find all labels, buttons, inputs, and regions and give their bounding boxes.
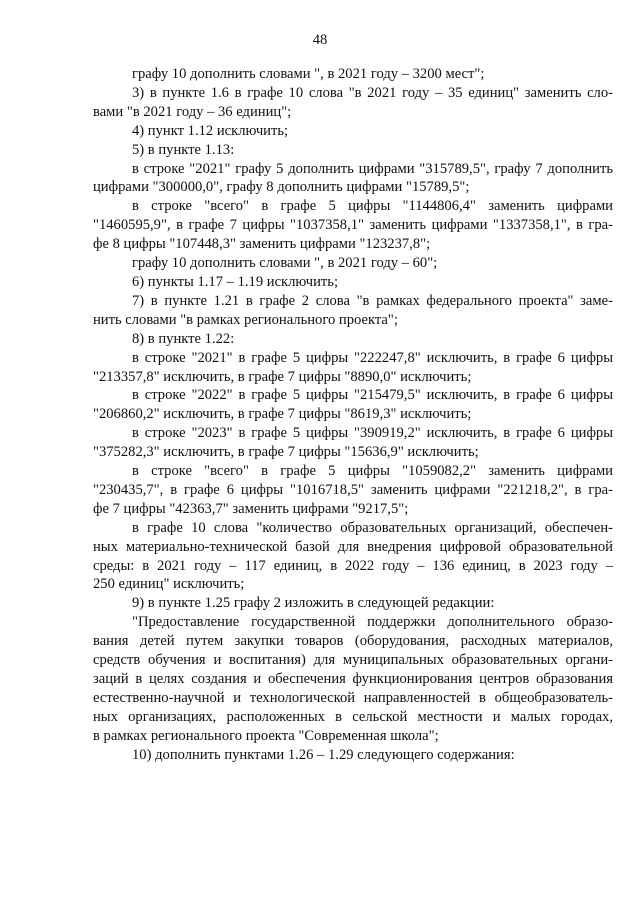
text-line: 10) дополнить пунктами 1.26 – 1.29 следующего содержания: — [132, 746, 515, 763]
text-line: "1460595,9", в графе 7 цифры "1037358,1" заменить цифрами "1337358,1", в гра- — [93, 217, 613, 234]
text-line: в строке "всего" в графе 5 цифры "1059082,2" заменить цифрами — [132, 463, 613, 480]
text-line: нить словами "в рамках регионального проекта"; — [93, 311, 398, 328]
text-line: 7) в пункте 1.21 в графе 2 слова "в рамках федерального проекта" заме- — [132, 292, 613, 309]
text-line: "213357,8" исключить, в графе 7 цифры "8890,0" исключить; — [93, 368, 472, 385]
text-line: 8) в пункте 1.22: — [132, 330, 235, 347]
text-line: фе 7 цифры "42363,7" заменить цифрами "9217,5"; — [93, 500, 409, 517]
text-line: фе 8 цифры "107448,3" заменить цифрами "123237,8"; — [93, 236, 431, 253]
text-line: вами "в 2021 году – 36 единиц"; — [93, 103, 292, 120]
text-line: "Предоставление государственной поддержки дополнительного образо- — [132, 614, 613, 631]
text-line: 5) в пункте 1.13: — [132, 141, 235, 158]
text-line: ных организациях, расположенных в сельской местности и малых городах, — [93, 708, 613, 725]
text-line: ных материально-технической базой для внедрения цифровой образовательной — [93, 538, 613, 555]
text-line: заций в целях создания и обеспечения функционирования центров образования — [93, 671, 613, 687]
text-line: 4) пункт 1.12 исключить; — [132, 122, 289, 139]
text-line: в строке "2022" в графе 5 цифры "215479,5" исключить, в графе 6 цифры — [132, 387, 613, 404]
text-line: 250 единиц" исключить; — [93, 576, 245, 593]
text-line: 3) в пункте 1.6 в графе 10 слова "в 2021 году – 35 единиц" заменить сло- — [132, 84, 613, 101]
text-line: средств обучения и воспитания) для муниципальных образовательных органи- — [93, 652, 613, 669]
text-line: вания детей путем закупки товаров (оборудования, расходных материалов, — [93, 633, 613, 650]
text-line: естественно-научной и технологической направленностей в общеобразователь- — [93, 689, 613, 706]
text-line: "230435,7", в графе 6 цифры "1016718,5" заменить цифрами "221218,2", в гра- — [93, 481, 613, 498]
text-line: графу 10 дополнить словами ", в 2021 году – 3200 мест"; — [132, 66, 485, 82]
text-line: среды: в 2021 году – 117 единиц, в 2022 году – 136 единиц, в 2023 году – — [93, 557, 613, 574]
text-line: "206860,2" исключить, в графе 7 цифры "8619,3" исключить; — [93, 406, 472, 423]
text-line: в строке "2023" в графе 5 цифры "390919,2" исключить, в графе 6 цифры — [132, 425, 613, 442]
document-body — [93, 65, 613, 765]
text-line: 9) в пункте 1.25 графу 2 изложить в следующей редакции: — [132, 595, 495, 612]
text-line: цифрами "300000,0", графу 8 дополнить цифрами "15789,5"; — [93, 179, 470, 196]
page-number: 48 — [312, 32, 328, 48]
text-line: в строке "2021" в графе 5 цифры "222247,8" исключить, в графе 6 цифры — [132, 349, 613, 366]
text-line: в строке "2021" графу 5 дополнить цифрами "315789,5", графу 7 дополнить — [132, 160, 613, 177]
text-line: в рамках регионального проекта "Современная школа"; — [93, 727, 439, 744]
text-line: в строке "всего" в графе 5 цифры "1144806,4" заменить цифрами — [132, 198, 613, 215]
text-line: 6) пункты 1.17 – 1.19 исключить; — [132, 273, 339, 290]
text-line: "375282,3" исключить, в графе 7 цифры "15636,9" исключить; — [93, 444, 479, 461]
text-line: графу 10 дополнить словами ", в 2021 году – 60"; — [132, 255, 438, 272]
text-line: в графе 10 слова "количество образовательных организаций, обеспечен- — [132, 519, 613, 536]
